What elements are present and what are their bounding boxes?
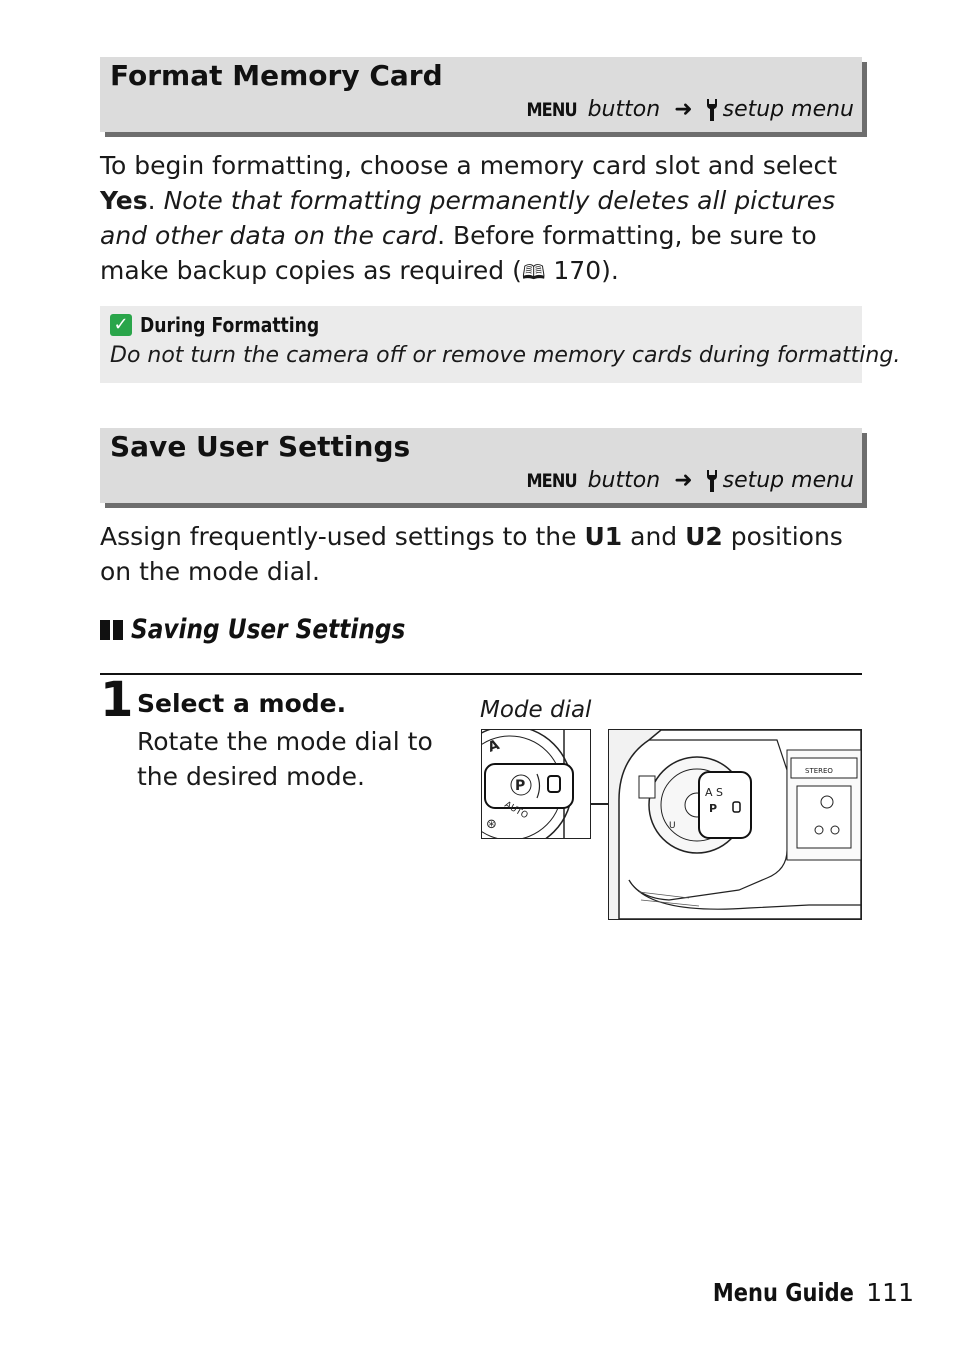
divider bbox=[100, 673, 862, 675]
button-label: button bbox=[587, 468, 661, 493]
format-paragraph bbox=[100, 148, 870, 290]
note-title: During Formatting bbox=[140, 313, 320, 337]
subheading-marker-icon bbox=[100, 620, 123, 640]
save-paragraph bbox=[100, 519, 870, 589]
mode-dial-closeup-illustration bbox=[482, 730, 590, 838]
subheading-text: Saving User Settings bbox=[131, 614, 406, 645]
note-text: Do not turn the camera off or remove memory cards during formatting. bbox=[110, 343, 901, 368]
text-span: To begin formatting, choose a memory card slot and select bbox=[100, 151, 838, 180]
section-header-format bbox=[100, 57, 862, 132]
arrow-icon: ➜ bbox=[674, 97, 693, 122]
check-icon: ✓ bbox=[110, 314, 132, 336]
svg-text:P: P bbox=[709, 802, 718, 815]
svg-text:A S: A S bbox=[705, 786, 724, 799]
svg-text:STEREO: STEREO bbox=[805, 767, 833, 775]
section-title: Format Memory Card bbox=[110, 59, 443, 92]
svg-text:A: A bbox=[485, 737, 502, 756]
text-span: ). bbox=[601, 256, 619, 285]
menu-name: setup menu bbox=[722, 97, 854, 122]
text-span: positions on the mode dial. bbox=[100, 522, 843, 586]
step-body: Rotate the mode dial to the desired mode. bbox=[137, 727, 433, 791]
page-number: 111 bbox=[866, 1278, 914, 1307]
text-span: Assign frequently-used settings to the bbox=[100, 522, 585, 551]
yes-label: Yes bbox=[100, 186, 148, 215]
menu-button-label: MENU bbox=[526, 469, 578, 492]
menu-button-label: MENU bbox=[526, 98, 578, 121]
note-header bbox=[110, 313, 348, 337]
section-header-save bbox=[100, 428, 862, 503]
u2-label: U2 bbox=[685, 522, 723, 551]
menu-name: setup menu bbox=[722, 468, 854, 493]
camera-top-view bbox=[608, 729, 862, 920]
svg-text:AUTO: AUTO bbox=[502, 799, 530, 822]
subheading bbox=[100, 614, 450, 645]
svg-text:U: U bbox=[669, 821, 676, 831]
page-footer bbox=[686, 1278, 914, 1307]
page-reference: 170 bbox=[545, 256, 602, 285]
section-title: Save User Settings bbox=[110, 430, 411, 463]
u1-label: U1 bbox=[584, 522, 623, 551]
mode-dial-closeup bbox=[481, 729, 591, 839]
text-span: . Before formatting, be sure to make backup copies as required ( bbox=[100, 221, 817, 285]
wrench-icon bbox=[705, 469, 719, 493]
step-title: Select a mode. bbox=[137, 689, 347, 718]
warning-note: Note that formatting permanently deletes all pictures and other data on the card bbox=[100, 186, 836, 250]
wrench-icon bbox=[705, 98, 719, 122]
note-box bbox=[100, 306, 901, 383]
button-label: button bbox=[587, 97, 661, 122]
book-icon: 🕮 bbox=[521, 260, 546, 284]
svg-text:⊛: ⊛ bbox=[486, 817, 497, 832]
footer-section-label: Menu Guide bbox=[713, 1278, 855, 1307]
text-span: and bbox=[622, 522, 686, 551]
arrow-icon: ➜ bbox=[674, 468, 693, 493]
camera-top-illustration bbox=[609, 730, 861, 919]
text-span: . bbox=[147, 186, 156, 215]
step-number: 1 bbox=[100, 672, 134, 728]
figure-caption: Mode dial bbox=[480, 697, 592, 723]
menu-path bbox=[522, 468, 854, 493]
menu-path bbox=[522, 97, 854, 122]
svg-text:P: P bbox=[515, 778, 526, 794]
